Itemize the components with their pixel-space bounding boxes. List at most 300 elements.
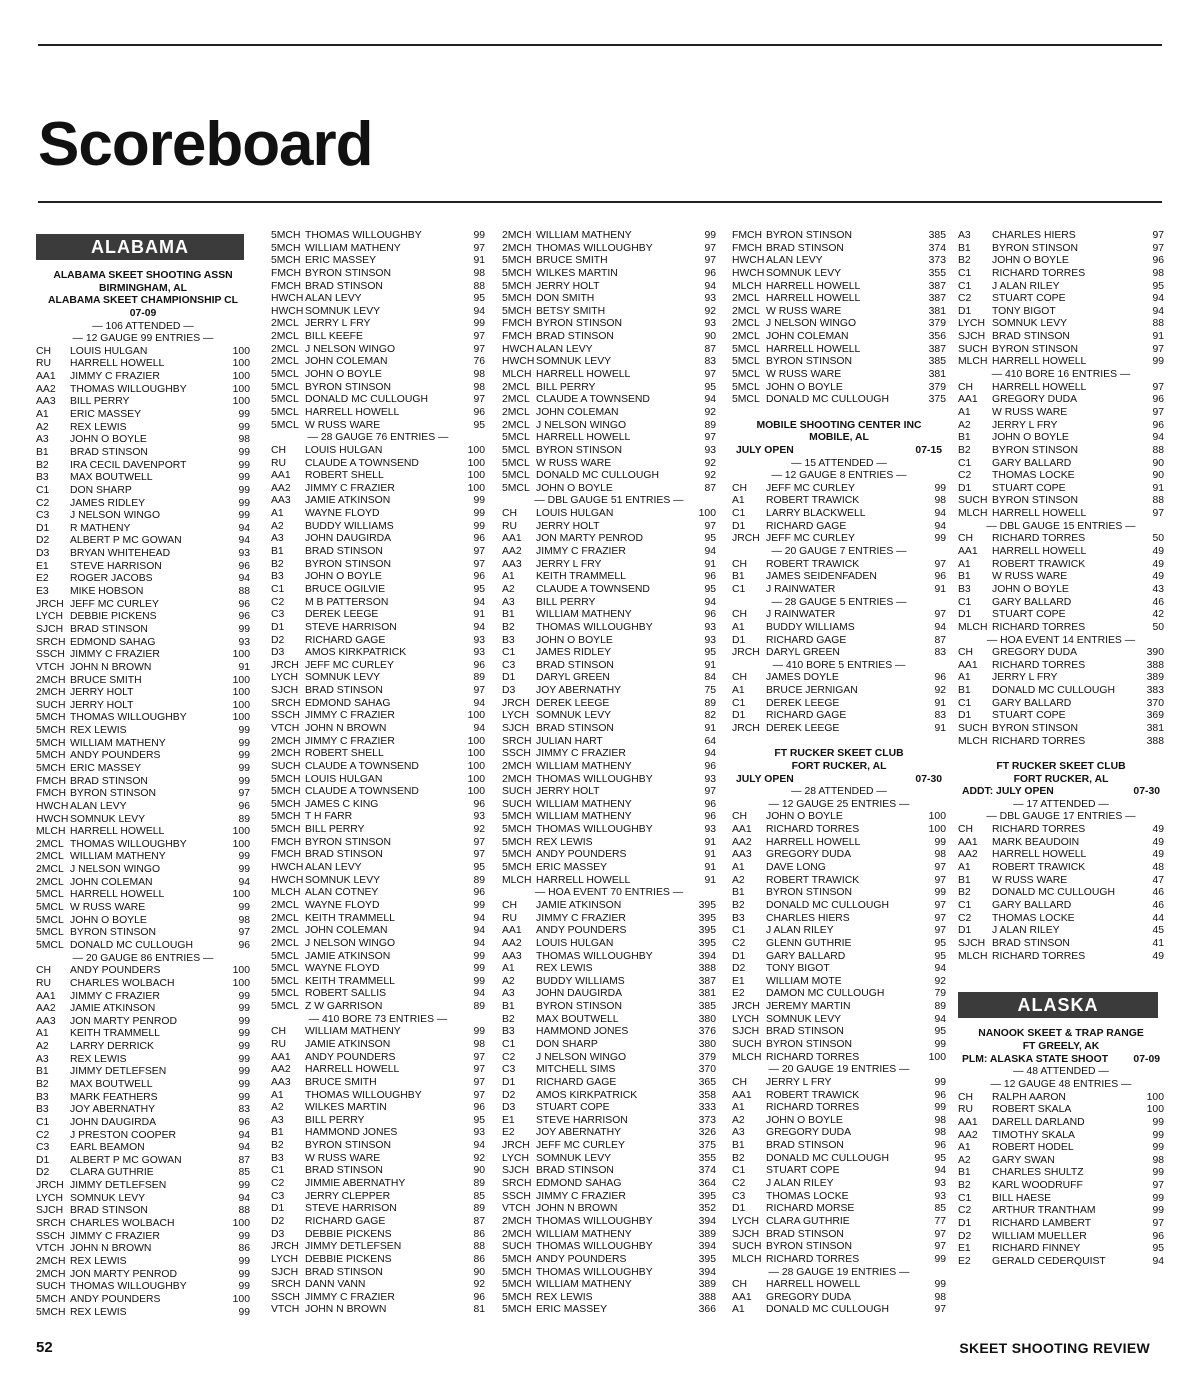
result-class: SJCH [502, 722, 530, 734]
result-score: 96 [1152, 1230, 1164, 1242]
result-class: 5MCL [271, 406, 299, 418]
result-row [732, 609, 946, 622]
result-score: 98 [1152, 267, 1164, 279]
result-row [502, 1267, 716, 1280]
result-class: 5MCH [502, 1253, 532, 1265]
result-class: AA1 [958, 546, 978, 558]
result-row [36, 358, 250, 371]
result-score: 88 [473, 1241, 485, 1253]
title-rule [38, 201, 1162, 203]
result-row [36, 1180, 250, 1193]
shooter-name: Z W GARRISON [305, 1001, 383, 1013]
result-row [36, 839, 250, 852]
result-class: 5MCL [271, 975, 299, 987]
result-score: 96 [238, 800, 250, 812]
shooter-name: CLAUDE A TOWNSEND [536, 583, 650, 595]
result-class: D1 [732, 950, 746, 962]
shooter-name: JIMMY DETLEFSEN [70, 1066, 167, 1078]
shooter-name: JOY ABERNATHY [536, 1127, 622, 1139]
result-row [958, 331, 1164, 344]
result-row [958, 559, 1164, 572]
result-class: B1 [732, 887, 745, 899]
result-class: B2 [271, 1140, 284, 1152]
shooter-name: JOHN DAUGIRDA [305, 533, 392, 545]
result-class: C3 [502, 1064, 516, 1076]
result-score: 90 [704, 331, 716, 343]
result-class: C2 [958, 912, 972, 924]
shooter-name: STEVE HARRISON [536, 1114, 628, 1126]
result-score: 99 [1152, 1129, 1164, 1141]
shooter-name: RICHARD GAGE [305, 634, 386, 646]
result-class: 5MCH [502, 1304, 532, 1316]
result-score: 97 [934, 558, 946, 570]
result-row [958, 1243, 1164, 1256]
result-class: C3 [732, 1190, 746, 1202]
result-class: SSCH [502, 1190, 531, 1202]
shooter-name: HAMMOND JONES [536, 1026, 629, 1038]
result-row [958, 432, 1164, 445]
shooter-name: THOMAS WILLOUGHBY [70, 1281, 187, 1293]
result-score: 395 [698, 1253, 716, 1265]
shooter-name: BRAD STINSON [70, 623, 148, 635]
result-class: CH [271, 1026, 287, 1038]
result-score: 96 [473, 406, 485, 418]
shooter-name: EDMOND SAHAG [536, 1178, 622, 1190]
event-subheading: — 28 GAUGE 5 ENTRIES — [771, 596, 907, 608]
shooter-name: WILKES MARTIN [536, 267, 618, 279]
result-score: 95 [934, 950, 946, 962]
result-class: E2 [958, 1255, 971, 1267]
result-class: D2 [271, 1215, 285, 1227]
result-class: HWCH [502, 343, 535, 355]
shooter-name: CLARA GUTHRIE [70, 1167, 154, 1179]
shooter-name: KEITH TRAMMELL [70, 1028, 160, 1040]
result-class: E1 [732, 975, 745, 987]
club-heading: FORT RUCKER, AL [1013, 773, 1109, 785]
result-class: B3 [36, 1091, 49, 1103]
result-row [271, 495, 485, 508]
result-row [36, 1092, 250, 1105]
shooter-name: BILL PERRY [70, 396, 130, 408]
shooter-name: DONALD MC CULLOUGH [70, 939, 193, 951]
result-class: 2MCL [502, 381, 530, 393]
result-score: 369 [1146, 710, 1164, 722]
shooter-name: ALBERT P MC GOWAN [70, 1154, 182, 1166]
result-class: B1 [502, 1001, 515, 1013]
result-row [502, 306, 716, 319]
result-score: 97 [934, 609, 946, 621]
result-score: 96 [473, 798, 485, 810]
result-class: AA2 [271, 1064, 291, 1076]
result-row [732, 281, 946, 294]
result-score: 90 [473, 1266, 485, 1278]
result-row [271, 1090, 485, 1103]
result-class: 5MCH [36, 712, 66, 724]
result-score: 96 [238, 939, 250, 951]
shooter-name: STEVE HARRISON [305, 621, 397, 633]
event-name: ADDT: JULY OPEN [962, 786, 1054, 798]
result-score: 98 [473, 369, 485, 381]
result-row [958, 1155, 1164, 1168]
result-row [502, 925, 716, 938]
shooter-name: RICHARD GAGE [536, 1076, 617, 1088]
result-score: 81 [473, 1304, 485, 1316]
result-score: 96 [238, 611, 250, 623]
shooter-name: CHARLES HIERS [766, 912, 850, 924]
shooter-name: REX LEWIS [70, 725, 127, 737]
result-score: 100 [232, 1218, 250, 1230]
shooter-name: DONALD MC CULLOUGH [766, 1152, 889, 1164]
result-row [732, 723, 946, 736]
result-class: B1 [36, 1066, 49, 1078]
result-score: 370 [1146, 697, 1164, 709]
result-score: 94 [704, 546, 716, 558]
result-score: 99 [238, 762, 250, 774]
result-row [36, 864, 250, 877]
result-row [502, 988, 716, 1001]
result-class: CH [732, 1076, 748, 1088]
result-class: B1 [958, 1167, 971, 1179]
result-score: 92 [704, 470, 716, 482]
result-score: 96 [704, 609, 716, 621]
result-class: B1 [36, 446, 49, 458]
result-row [36, 371, 250, 384]
shooter-name: AMOS KIRKPATRICK [305, 647, 407, 659]
result-class: 2MCL [271, 343, 299, 355]
results-column-4 [732, 230, 946, 1317]
shooter-name: BYRON STINSON [536, 444, 623, 456]
result-score: 99 [473, 975, 485, 987]
result-class: B1 [958, 571, 971, 583]
shooter-name: BYRON STINSON [766, 1241, 853, 1253]
shooter-name: BYRON STINSON [992, 444, 1079, 456]
shooter-name: J NELSON WINGO [70, 510, 161, 522]
result-score: 85 [238, 1167, 250, 1179]
result-class: SJCH [502, 1165, 530, 1177]
result-score: 98 [934, 1114, 946, 1126]
shooter-name: ANDY POUNDERS [70, 965, 161, 977]
event-subheading: — DBL GAUGE 51 ENTRIES — [534, 495, 684, 507]
result-score: 96 [704, 798, 716, 810]
shooter-name: BUDDY WILLIAMS [766, 621, 855, 633]
shooter-name: JOHN N BROWN [305, 722, 387, 734]
shooter-name: DEREK LEEGE [766, 697, 840, 709]
shooter-name: RICHARD LAMBERT [992, 1218, 1092, 1230]
shooter-name: HARRELL HOWELL [766, 1279, 861, 1291]
result-class: C1 [271, 1165, 285, 1177]
result-class: A2 [36, 421, 49, 433]
result-score: 381 [928, 305, 946, 317]
result-row [36, 396, 250, 409]
result-class: D1 [732, 634, 746, 646]
shooter-name: HARRELL HOWELL [766, 836, 861, 848]
club-heading: FT GREELY, AK [1022, 1041, 1100, 1053]
result-class: AA3 [271, 495, 291, 507]
result-score: 94 [704, 596, 716, 608]
result-row [502, 672, 716, 685]
result-class: HWCH [502, 356, 535, 368]
result-row [502, 660, 716, 673]
result-score: 76 [473, 356, 485, 368]
result-class: A2 [732, 874, 745, 886]
result-row [502, 559, 716, 572]
result-class: B2 [502, 621, 515, 633]
result-class: 5MCH [502, 280, 532, 292]
result-score: 94 [934, 508, 946, 520]
shooter-name: W RUSS WARE [536, 457, 612, 469]
result-score: 98 [238, 434, 250, 446]
result-row [502, 584, 716, 597]
result-score: 99 [934, 1279, 946, 1291]
result-row [958, 1180, 1164, 1193]
shooter-name: BILL PERRY [536, 596, 596, 608]
result-row [36, 889, 250, 902]
result-row [271, 1039, 485, 1052]
result-class: FMCH [36, 775, 67, 787]
result-score: 395 [698, 937, 716, 949]
result-row [271, 761, 485, 774]
result-score: 100 [232, 358, 250, 370]
shooter-name: JOHN COLEMAN [305, 356, 388, 368]
result-row [271, 723, 485, 736]
result-row [271, 407, 485, 420]
result-score: 100 [232, 977, 250, 989]
result-score: 97 [473, 1064, 485, 1076]
shooter-name: JERRY L FRY [992, 419, 1058, 431]
result-score: 100 [1146, 1091, 1164, 1103]
result-score: 96 [238, 560, 250, 572]
result-row [732, 533, 946, 546]
result-score: 94 [473, 925, 485, 937]
shooter-name: JOHN COLEMAN [766, 331, 849, 343]
result-row [271, 546, 485, 559]
result-score: 385 [928, 356, 946, 368]
result-score: 388 [698, 1291, 716, 1303]
result-score: 98 [238, 914, 250, 926]
result-score: 99 [238, 990, 250, 1002]
result-class: AA3 [502, 558, 522, 570]
result-class: CH [958, 1091, 974, 1103]
shooter-name: ANDY POUNDERS [70, 750, 161, 762]
result-class: A1 [502, 963, 515, 975]
result-row [271, 635, 485, 648]
result-class: C3 [271, 609, 285, 621]
result-score: 395 [698, 1190, 716, 1202]
shooter-name: JIMMIE ABERNATHY [305, 1178, 406, 1190]
result-class: CH [958, 533, 974, 545]
result-class: A2 [958, 419, 971, 431]
result-class: 2MCL [271, 912, 299, 924]
shooter-name: BETSY SMITH [536, 305, 606, 317]
shooter-name: DON SHARP [70, 484, 132, 496]
result-score: 90 [1152, 470, 1164, 482]
result-row [271, 900, 485, 913]
result-score: 364 [698, 1178, 716, 1190]
result-row [732, 255, 946, 268]
result-score: 100 [232, 687, 250, 699]
result-row [502, 1216, 716, 1229]
shooter-name: MARK FEATHERS [70, 1091, 158, 1103]
shooter-name: J PRESTON COOPER [70, 1129, 177, 1141]
result-row [36, 662, 250, 675]
shooter-name: JOHN N BROWN [70, 1243, 152, 1255]
shooter-name: WILLIAM MATHENY [536, 1228, 632, 1240]
result-row [271, 1304, 485, 1317]
shooter-name: REX LEWIS [70, 1053, 127, 1065]
result-class: 2MCH [36, 1255, 66, 1267]
result-score: 97 [473, 836, 485, 848]
shooter-name: SOMNUK LEVY [766, 1013, 842, 1025]
result-row [502, 761, 716, 774]
result-class: AA2 [958, 849, 978, 861]
result-row [36, 700, 250, 713]
result-row [502, 344, 716, 357]
result-score: 91 [704, 862, 716, 874]
result-score: 94 [1152, 305, 1164, 317]
shooter-name: J NELSON WINGO [305, 937, 396, 949]
result-class: AA1 [958, 836, 978, 848]
result-score: 46 [1152, 887, 1164, 899]
event-name: PLM: ALASKA STATE SHOOT [962, 1053, 1109, 1065]
result-class: 5MCL [271, 369, 299, 381]
result-class: CH [732, 672, 748, 684]
result-score: 94 [473, 1140, 485, 1152]
result-score: 99 [934, 1253, 946, 1265]
result-score: 95 [473, 293, 485, 305]
shooter-name: MAX BOUTWELL [70, 1079, 153, 1090]
result-score: 99 [238, 737, 250, 749]
result-row [502, 1090, 716, 1103]
shooter-name: DEREK LEEGE [305, 609, 379, 621]
club-heading: BIRMINGHAM, AL [99, 282, 187, 294]
shooter-name: JOHN O BOYLE [536, 634, 613, 646]
shooter-name: HARRELL HOWELL [70, 358, 165, 370]
shooter-name: BYRON STINSON [992, 495, 1079, 507]
result-class: FMCH [502, 331, 533, 343]
shooter-name: DARELL DARLAND [992, 1116, 1085, 1128]
shooter-name: HARRELL HOWELL [992, 849, 1087, 861]
result-row [732, 1304, 946, 1317]
result-score: 42 [1152, 609, 1164, 621]
result-row [36, 978, 250, 991]
result-row [732, 356, 946, 369]
result-row [958, 344, 1164, 357]
result-class: 5MCH [502, 824, 532, 836]
result-row [732, 559, 946, 572]
result-score: 97 [704, 432, 716, 444]
result-score: 394 [698, 1241, 716, 1253]
result-score: 94 [473, 621, 485, 633]
result-class: D3 [271, 647, 285, 659]
result-score: 99 [934, 533, 946, 545]
result-class: B1 [271, 546, 284, 558]
result-row [732, 698, 946, 711]
result-row [732, 483, 946, 496]
shooter-name: DONALD MC CULLOUGH [536, 470, 659, 482]
shooter-name: GARY BALLARD [992, 457, 1072, 469]
result-row [502, 938, 716, 951]
result-row [732, 685, 946, 698]
result-row [958, 1193, 1164, 1206]
result-class: 5MCL [36, 939, 64, 951]
result-score: 83 [238, 1104, 250, 1116]
result-score: 88 [1152, 318, 1164, 330]
result-score: 100 [467, 482, 485, 494]
shooter-name: WAYNE FLOYD [305, 963, 380, 975]
shooter-name: REX LEWIS [70, 1306, 127, 1318]
shooter-name: BYRON STINSON [305, 267, 392, 279]
result-score: 82 [704, 710, 716, 722]
shooter-name: CLAUDE A TOWNSEND [305, 786, 419, 798]
result-row [958, 571, 1164, 584]
result-row [732, 318, 946, 331]
shooter-name: WILLIAM MUELLER [992, 1230, 1087, 1242]
result-row [958, 951, 1164, 964]
result-score: 98 [473, 1039, 485, 1050]
result-row [36, 915, 250, 928]
result-row [271, 1140, 485, 1153]
shooter-name: THOMAS WILLOUGHBY [536, 621, 653, 633]
shooter-name: JIMMY C FRAZIER [305, 1291, 395, 1303]
result-score: 83 [934, 647, 946, 659]
shooter-name: BRAD STINSON [766, 1228, 844, 1240]
result-row [36, 814, 250, 827]
result-score: 94 [934, 1013, 946, 1025]
result-row [502, 230, 716, 243]
result-score: 99 [934, 887, 946, 899]
result-class: A3 [271, 1114, 284, 1126]
shooter-name: GARY SWAN [992, 1154, 1055, 1166]
result-score: 91 [704, 874, 716, 886]
result-score: 97 [473, 343, 485, 355]
shooter-name: WILLIAM MATHENY [70, 737, 166, 749]
shooter-name: REX LEWIS [536, 963, 593, 975]
shooter-name: HARRELL HOWELL [305, 406, 400, 418]
result-row [271, 306, 485, 319]
shooter-name: GLENN GUTHRIE [766, 937, 852, 949]
shooter-name: J NELSON WINGO [305, 343, 396, 355]
result-row [958, 445, 1164, 458]
shooter-name: J NELSON WINGO [536, 1051, 627, 1063]
shooter-name: JOHN COLEMAN [305, 925, 388, 937]
result-row [502, 318, 716, 331]
shooter-name: BRUCE SMITH [70, 674, 142, 686]
result-class: C3 [36, 510, 50, 522]
result-row [36, 801, 250, 814]
result-row [271, 483, 485, 496]
shooter-name: ALAN LEVY [766, 255, 823, 267]
result-class: 5MCL [271, 1001, 299, 1013]
result-row [36, 599, 250, 612]
shooter-name: MARK BEAUDOIN [992, 836, 1080, 848]
shooter-name: THOMAS WILLOUGHBY [70, 383, 187, 395]
result-score: 380 [698, 1013, 716, 1025]
result-score: 97 [934, 1228, 946, 1240]
shooter-name: WAYNE FLOYD [305, 508, 380, 520]
result-score: 94 [238, 522, 250, 534]
result-row [36, 1117, 250, 1130]
result-score: 99 [934, 482, 946, 494]
result-class: 5MCH [36, 737, 66, 749]
result-score: 333 [698, 1102, 716, 1114]
result-class: A1 [732, 685, 745, 697]
result-score: 94 [473, 722, 485, 734]
shooter-name: BUDDY WILLIAMS [305, 520, 394, 532]
result-class: 5MCH [36, 762, 66, 774]
shooter-name: WILLIAM MATHENY [536, 230, 632, 241]
shooter-name: JEFF MC CURLEY [305, 659, 394, 671]
shooter-name: GARY BALLARD [766, 950, 846, 962]
